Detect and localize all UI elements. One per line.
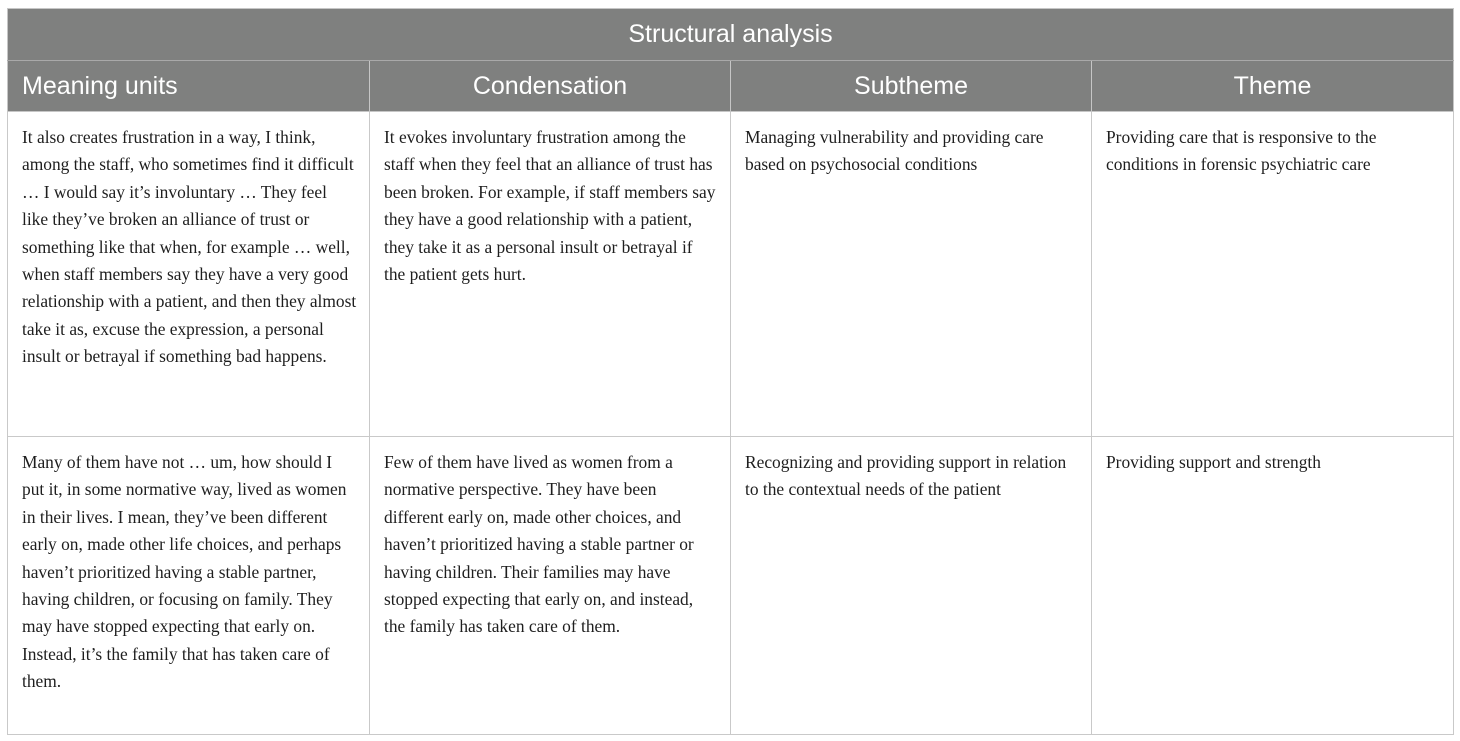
column-header-theme: Theme xyxy=(1092,61,1454,112)
condensation-cell: Few of them have lived as women from a normative perspective. They have been different early on, made other choices, and haven’t prioritized having a stable partner or having children. Their families may have stopped expecting that early on, and instead, the family has taken care of them. xyxy=(370,437,731,735)
structural-analysis-table xyxy=(7,8,1454,735)
table-caption-row xyxy=(8,9,1454,61)
table-header-row xyxy=(8,61,1454,112)
theme-cell: Providing care that is responsive to the conditions in forensic psychiatric care xyxy=(1092,112,1454,437)
subtheme-cell: Recognizing and providing support in relation to the contextual needs of the patient xyxy=(731,437,1092,735)
column-header-subtheme: Subtheme xyxy=(731,61,1092,112)
column-header-meaning-units: Meaning units xyxy=(8,61,370,112)
structural-analysis-table-container xyxy=(7,8,1453,735)
table-row xyxy=(8,112,1454,437)
condensation-cell: It evokes involuntary frustration among the staff when they feel that an alliance of trust has been broken. For example, if staff members say they have a good relationship with a patient, they take it as a personal insult or betrayal if the patient gets hurt. xyxy=(370,112,731,437)
column-header-condensation: Condensation xyxy=(370,61,731,112)
subtheme-cell: Managing vulnerability and providing care based on psychosocial conditions xyxy=(731,112,1092,437)
table-caption: Structural analysis xyxy=(8,9,1454,61)
meaning-unit-cell: It also creates frustration in a way, I think, among the staff, who sometimes find it difficult … I would say it’s involuntary … They feel like they’ve broken an alliance of trust or something like that when, for example … well, when staff members say they have a very good relationship with a patient, and then they almost take it as, excuse the expression, a personal insult or betrayal if something bad happens. xyxy=(8,112,370,437)
meaning-unit-cell: Many of them have not … um, how should I put it, in some normative way, lived as women in their lives. I mean, they’ve been different early on, made other life choices, and perhaps haven’t prioritized having a stable partner, having children, or focusing on family. They may have stopped expecting that early on. Instead, it’s the family that has taken care of them. xyxy=(8,437,370,735)
table-row xyxy=(8,437,1454,735)
theme-cell: Providing support and strength xyxy=(1092,437,1454,735)
